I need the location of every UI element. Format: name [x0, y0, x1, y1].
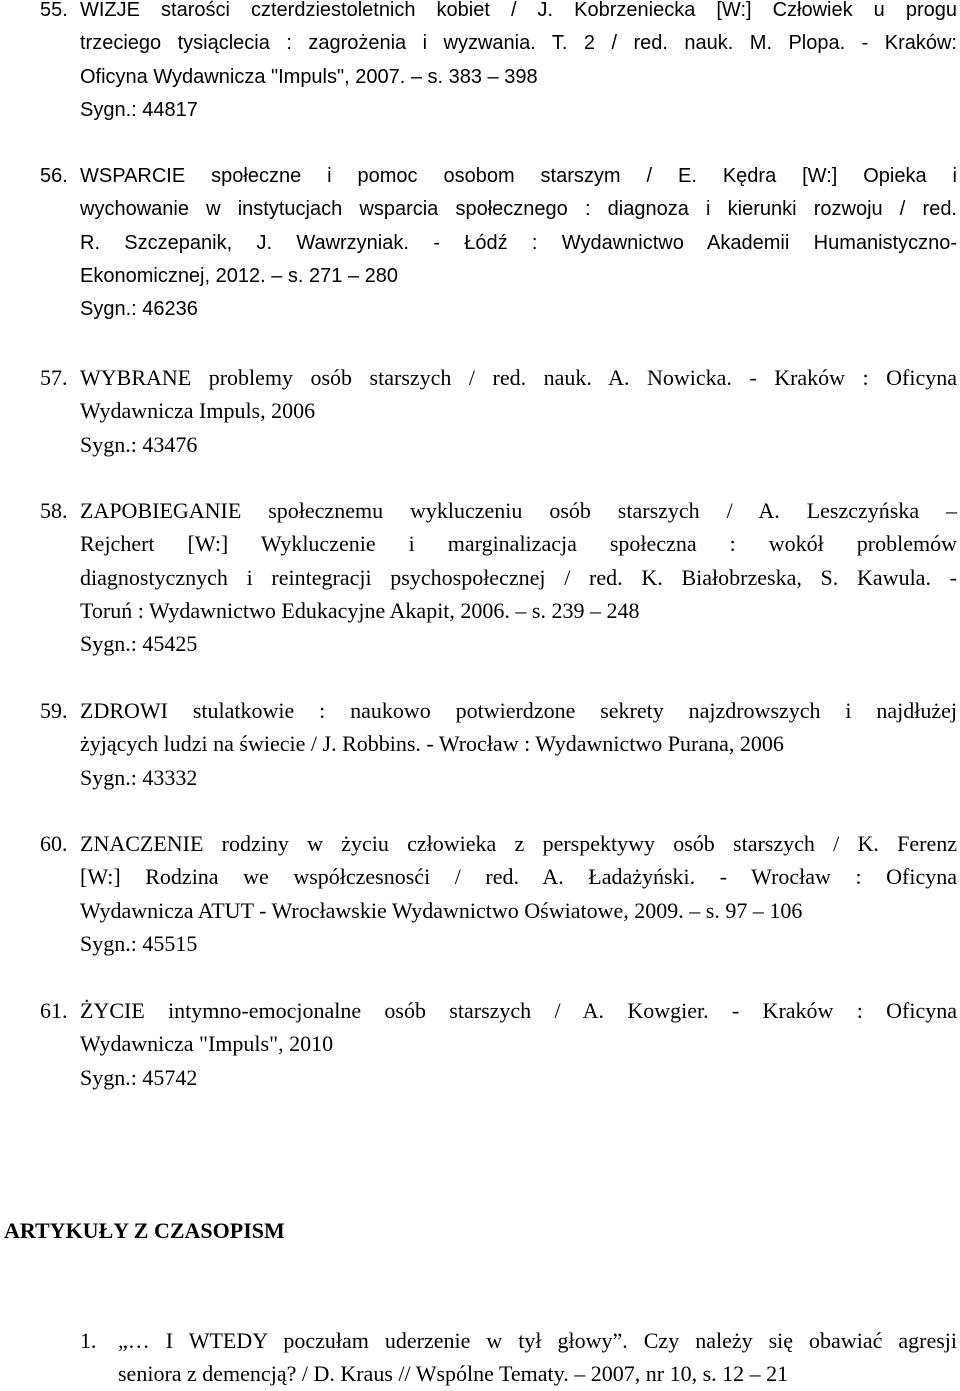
entry-line: Toruń : Wydawnictwo Edukacyjne Akapit, 2006. – s. 239 – 248: [80, 597, 640, 623]
entry-number: 55.: [40, 0, 68, 21]
entry-line: WIZJE starości czterdziestoletnich kobiet / J. Kobrzeniecka [W:] Człowiek u progu: [80, 0, 957, 21]
entry-call-number: Sygn.: 45425: [80, 631, 198, 657]
section-heading: ARTYKUŁY Z CZASOPISM: [4, 1218, 285, 1243]
entry-number: 61.: [40, 998, 68, 1023]
entry-body: [80, 361, 957, 461]
entry-call-number: Sygn.: 43332: [80, 764, 198, 790]
article-number: 1.: [80, 1328, 97, 1353]
entry-call-number: Sygn.: 43476: [80, 431, 198, 457]
entry-line: ZAPOBIEGANIE społecznemu wykluczeniu osób starszych / A. Leszczyńska –: [80, 498, 957, 523]
entry-call-number: Sygn.: 45515: [80, 930, 198, 956]
entry-body: [80, 0, 957, 127]
entry-line: WSPARCIE społeczne i pomoc osobom starszym / E. Kędra [W:] Opieka i: [80, 165, 957, 187]
entry-line: wychowanie w instytucjach wsparcia społecznego : diagnoza i kierunki rozwoju / red.: [80, 198, 957, 221]
entry-line: [W:] Rodzina we współczesnosći / red. A. Ładażyński. - Wrocław : Oficyna: [80, 864, 957, 890]
bibliography-entry-56: [0, 160, 957, 326]
entry-body: [80, 160, 957, 326]
entry-number: 60.: [40, 831, 68, 856]
entry-line: Ekonomicznej, 2012. – s. 271 – 280: [80, 264, 398, 287]
entry-line: trzeciego tysiąclecia : zagrożenia i wyzwania. T. 2 / red. nauk. M. Plopa. - Kraków:: [80, 32, 957, 55]
entry-number: 58.: [40, 498, 68, 523]
article-line: seniora z demencją? / D. Kraus // Wspólne Tematy. – 2007, nr 10, s. 12 – 21: [118, 1361, 789, 1387]
bibliography-entry-58: [0, 494, 957, 660]
entry-line: R. Szczepanik, J. Wawrzyniak. - Łódź : Wydawnictwo Akademii Humanistyczno-: [80, 231, 957, 254]
entry-line: Rejchert [W:] Wykluczenie i marginalizacja społeczna : wokół problemów: [80, 531, 957, 557]
entry-line: żyjących ludzi na świecie / J. Robbins. - Wrocław : Wydawnictwo Purana, 2006: [80, 731, 784, 757]
entry-line: ŻYCIE intymno-emocjonalne osób starszych / A. Kowgier. - Kraków : Oficyna: [80, 998, 957, 1023]
entry-line: Wydawnicza ATUT - Wrocławskie Wydawnictwo Oświatowe, 2009. – s. 97 – 106: [80, 897, 803, 923]
article-body: [118, 1324, 957, 1391]
bibliography-entry-55: [0, 0, 957, 127]
bibliography-entry-59: [0, 694, 957, 794]
entry-body: [80, 994, 957, 1094]
entry-call-number: Sygn.: 44817: [80, 98, 198, 121]
entry-number: 56.: [40, 165, 68, 187]
entry-line: Wydawnicza "Impuls", 2010: [80, 1031, 334, 1057]
entry-line: ZNACZENIE rodziny w życiu człowieka z perspektywy osób starszych / K. Ferenz: [80, 831, 957, 856]
entry-line: ZDROWI stulatkowie : naukowo potwierdzone sekrety najzdrowszych i najdłużej: [80, 698, 957, 723]
article-line: „… I WTEDY poczułam uderzenie w tył głowy”. Czy należy się obawiać agresji: [118, 1328, 957, 1353]
entry-body: [80, 827, 957, 960]
bibliography-entry-57: [0, 361, 957, 461]
bibliography-entry-61: [0, 994, 957, 1094]
article-entry-1: [0, 1324, 957, 1391]
entry-number: 57.: [40, 365, 68, 390]
entry-body: [80, 494, 957, 660]
entry-body: [80, 694, 957, 794]
entry-line: WYBRANE problemy osób starszych / red. nauk. A. Nowicka. - Kraków : Oficyna: [80, 365, 957, 390]
entry-line: Oficyna Wydawnicza "Impuls", 2007. – s. 383 – 398: [80, 65, 538, 88]
entry-call-number: Sygn.: 46236: [80, 298, 198, 321]
entry-line: Wydawnicza Impuls, 2006: [80, 398, 316, 424]
entry-number: 59.: [40, 698, 68, 723]
bibliography-entry-60: [0, 827, 957, 960]
entry-line: diagnostycznych i reintegracji psychospołecznej / red. K. Białobrzeska, S. Kawula. -: [80, 564, 957, 590]
entry-call-number: Sygn.: 45742: [80, 1064, 198, 1090]
